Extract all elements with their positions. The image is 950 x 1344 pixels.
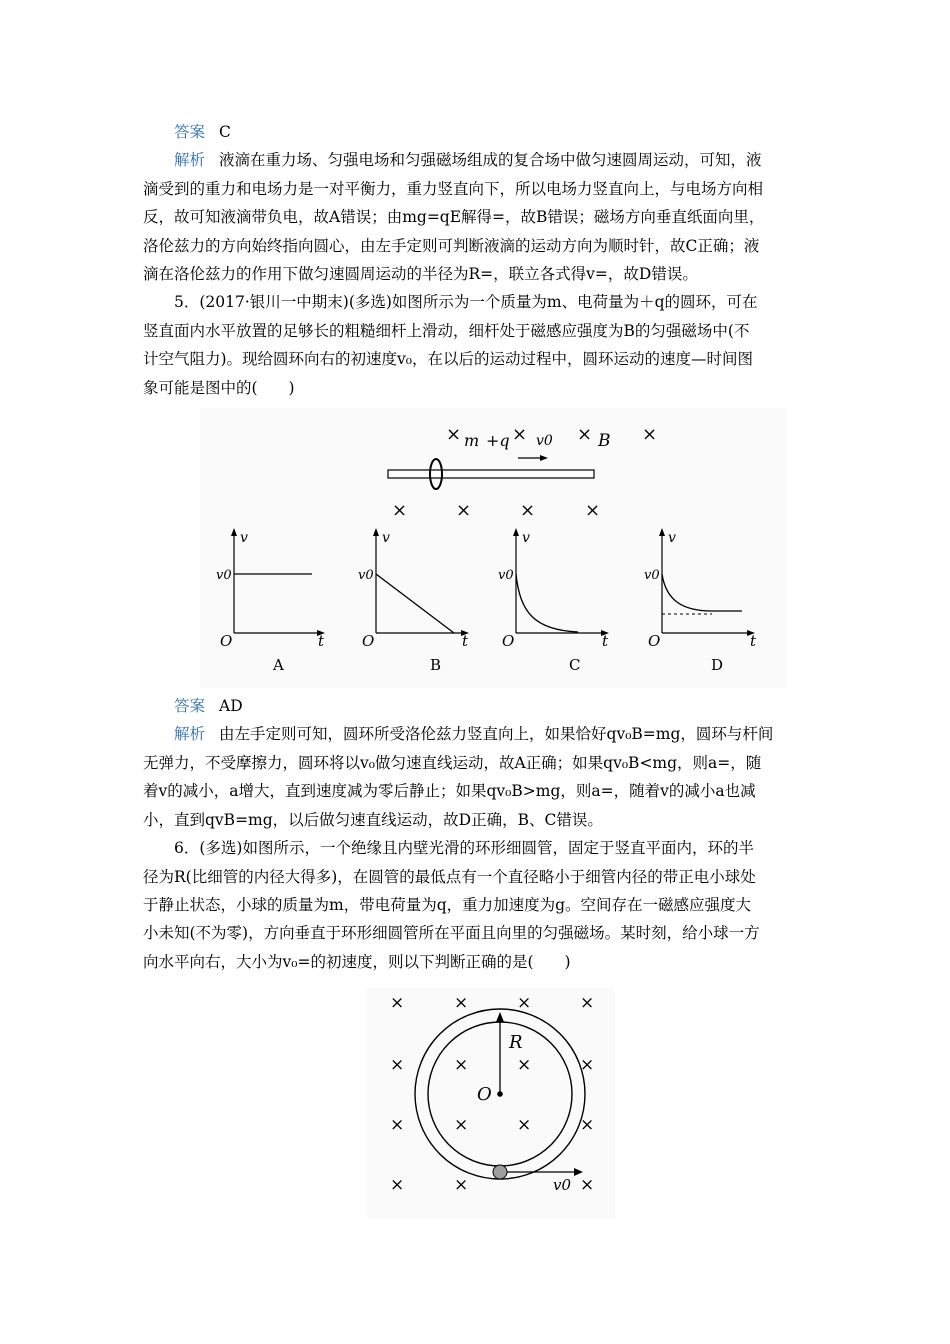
origin-label: O xyxy=(502,632,515,651)
field-label: B xyxy=(598,431,611,452)
axis-t-label: t xyxy=(602,632,609,651)
cross-mark: × xyxy=(390,1115,405,1136)
cross-mark: × xyxy=(580,1055,595,1076)
q5-analysis-line-3: 着v的减小，a增大，直到速度减为零后静止；如果qv₀B>mg，则a=，随着v的减小a也减 xyxy=(143,782,756,801)
radius-arrowhead xyxy=(496,1012,504,1022)
graph-a xyxy=(216,528,325,674)
origin-label: O xyxy=(648,632,661,651)
q5-analysis-line-1 xyxy=(143,720,809,748)
vt-curve-c xyxy=(516,574,578,632)
graph-d xyxy=(644,528,757,674)
cross-mark: × xyxy=(454,1175,469,1196)
axis-v-label: v xyxy=(668,530,676,547)
cross-mark: × xyxy=(577,424,593,446)
q5-analysis-label: 解析 xyxy=(174,725,206,744)
q5-analysis-line-2: 无弹力，不受摩擦力，圆环将以v₀做匀速直线运动，故A正确；如果qv₀B<mg，则a=，随 xyxy=(143,753,762,772)
q6-stem-line-3: 于静止状态，小球的质量为m，带电荷量为q，重力加速度为g。空间存在一磁感应强度大 xyxy=(143,895,752,914)
v0-label: v0 xyxy=(498,568,514,584)
q5-analysis-text-1: 由左手定则可知，圆环所受洛伦兹力竖直向上，如果恰好qv₀B=mg，圆环与杆间 xyxy=(219,725,774,744)
rod xyxy=(388,470,594,478)
q5-answer-value: AD xyxy=(219,697,243,716)
q6-figure xyxy=(367,988,615,1218)
graph-c xyxy=(498,528,609,674)
axis-t-label: t xyxy=(318,632,325,651)
cross-mark: × xyxy=(390,1055,405,1076)
q4-answer-value: C xyxy=(219,123,231,141)
axis-v-label: v xyxy=(522,530,530,547)
q5-stem-line-2: 竖直面内水平放置的足够长的粗糙细杆上滑动，细杆处于磁感应强度为B的匀强磁场中(不 xyxy=(143,321,750,340)
cross-mark: × xyxy=(520,500,536,522)
axis-t-label: t xyxy=(750,632,757,651)
cross-mark: × xyxy=(580,993,595,1014)
q4-analysis-line-5: 滴在洛伦兹力的作用下做匀速圆周运动的半径为R=，联立各式得v=，故D错误。 xyxy=(143,265,698,284)
axis-t-label: t xyxy=(462,632,469,651)
v0-label: v0 xyxy=(216,568,232,584)
q4-answer-label: 答案 xyxy=(174,123,206,141)
cross-mark: × xyxy=(454,993,469,1014)
q4-analysis-label: 解析 xyxy=(174,151,206,170)
q5-figure xyxy=(200,408,786,688)
q4-analysis-line-2: 滴受到的重力和电场力是一对平衡力，重力竖直向下，所以电场力竖直向上，与电场方向相 xyxy=(143,179,764,198)
vt-curve-d xyxy=(662,574,742,611)
cross-mark: × xyxy=(585,500,601,522)
option-label-d: D xyxy=(711,656,724,675)
cross-mark: × xyxy=(390,1175,405,1196)
axis-v-label: v xyxy=(382,530,390,547)
origin-label: O xyxy=(220,632,233,651)
q6-stem-line-1: 6．(多选)如图所示，一个绝缘且内壁光滑的环形细圆管，固定于竖直平面内，环的半 xyxy=(174,839,754,858)
center-label: O xyxy=(477,1084,492,1106)
charged-ball xyxy=(493,1165,507,1179)
v0-label: v0 xyxy=(358,568,374,584)
q4-analysis-line-4: 洛伦兹力的方向始终指向圆心，由左手定则可判断液滴的运动方向为顺时针，故C正确；液 xyxy=(143,236,760,255)
ring-charge-label: +q xyxy=(486,431,510,451)
center-point xyxy=(497,1091,503,1097)
cross-mark: × xyxy=(517,1055,532,1076)
option-label-b: B xyxy=(430,656,442,675)
radius-label: R xyxy=(509,1032,523,1054)
vt-curve-b xyxy=(376,574,454,633)
q4-analysis-text-1: 液滴在重力场、匀强电场和匀强磁场组成的复合场中做匀速圆周运动，可知，液 xyxy=(219,151,762,170)
velocity-arrowhead xyxy=(540,455,548,461)
cross-mark: × xyxy=(454,1055,469,1076)
q5-stem-line-1: 5．(2017·银川一中期末)(多选)如图所示为一个质量为m、电荷量为＋q的圆环，可在 xyxy=(174,293,758,312)
velocity-label: v0 xyxy=(553,1176,572,1195)
q6-stem-line-2: 径为R(比细管的内径大得多)，在圆管的最低点有一个直径略小于细管内径的带正电小球处 xyxy=(143,867,756,886)
cross-mark: × xyxy=(390,993,405,1014)
cross-mark: × xyxy=(454,1115,469,1136)
v0-label: v0 xyxy=(644,568,660,584)
cross-mark: × xyxy=(392,500,408,522)
q6-stem-line-4: 小未知(不为零)，方向垂直于环形细圆管所在平面且向里的匀强磁场。某时刻，给小球一方 xyxy=(143,924,760,943)
option-label-a: A xyxy=(273,656,284,675)
q5-stem-line-4: 象可能是图中的( ) xyxy=(143,378,295,397)
q5-answer-label: 答案 xyxy=(174,697,206,716)
origin-label: O xyxy=(362,632,375,651)
option-label-c: C xyxy=(569,656,581,675)
q4-analysis-line-3: 反，故可知液滴带负电，故A错误；由mg=qE解得=，故B错误；磁场方向垂直纸面向里， xyxy=(143,208,765,227)
cross-mark: × xyxy=(580,1115,595,1136)
q5-stem-line-3: 计空气阻力)。现给圆环向右的初速度v₀，在以后的运动过程中，圆环运动的速度—时间图 xyxy=(143,350,754,369)
cross-mark: × xyxy=(512,424,528,446)
cross-mark: × xyxy=(580,1175,595,1196)
velocity-label: v0 xyxy=(536,433,553,450)
ring-mass-label: m xyxy=(464,431,480,451)
cross-mark: × xyxy=(517,993,532,1014)
q6-stem-line-5: 向水平向右，大小为v₀=的初速度，则以下判断正确的是( ) xyxy=(143,952,571,971)
cross-mark: × xyxy=(517,1115,532,1136)
page-content xyxy=(143,118,809,1218)
cross-mark: × xyxy=(642,424,658,446)
graph-b xyxy=(358,528,469,674)
cross-mark: × xyxy=(446,424,462,446)
cross-mark: × xyxy=(456,500,472,522)
q4-analysis-line-1 xyxy=(143,146,809,174)
q5-analysis-line-4: 小，直到qvB=mg，以后做匀速直线运动，故D正确，B、C错误。 xyxy=(143,810,603,829)
q4-answer xyxy=(143,118,809,146)
q5-answer xyxy=(143,692,809,720)
axis-v-label: v xyxy=(240,530,248,547)
